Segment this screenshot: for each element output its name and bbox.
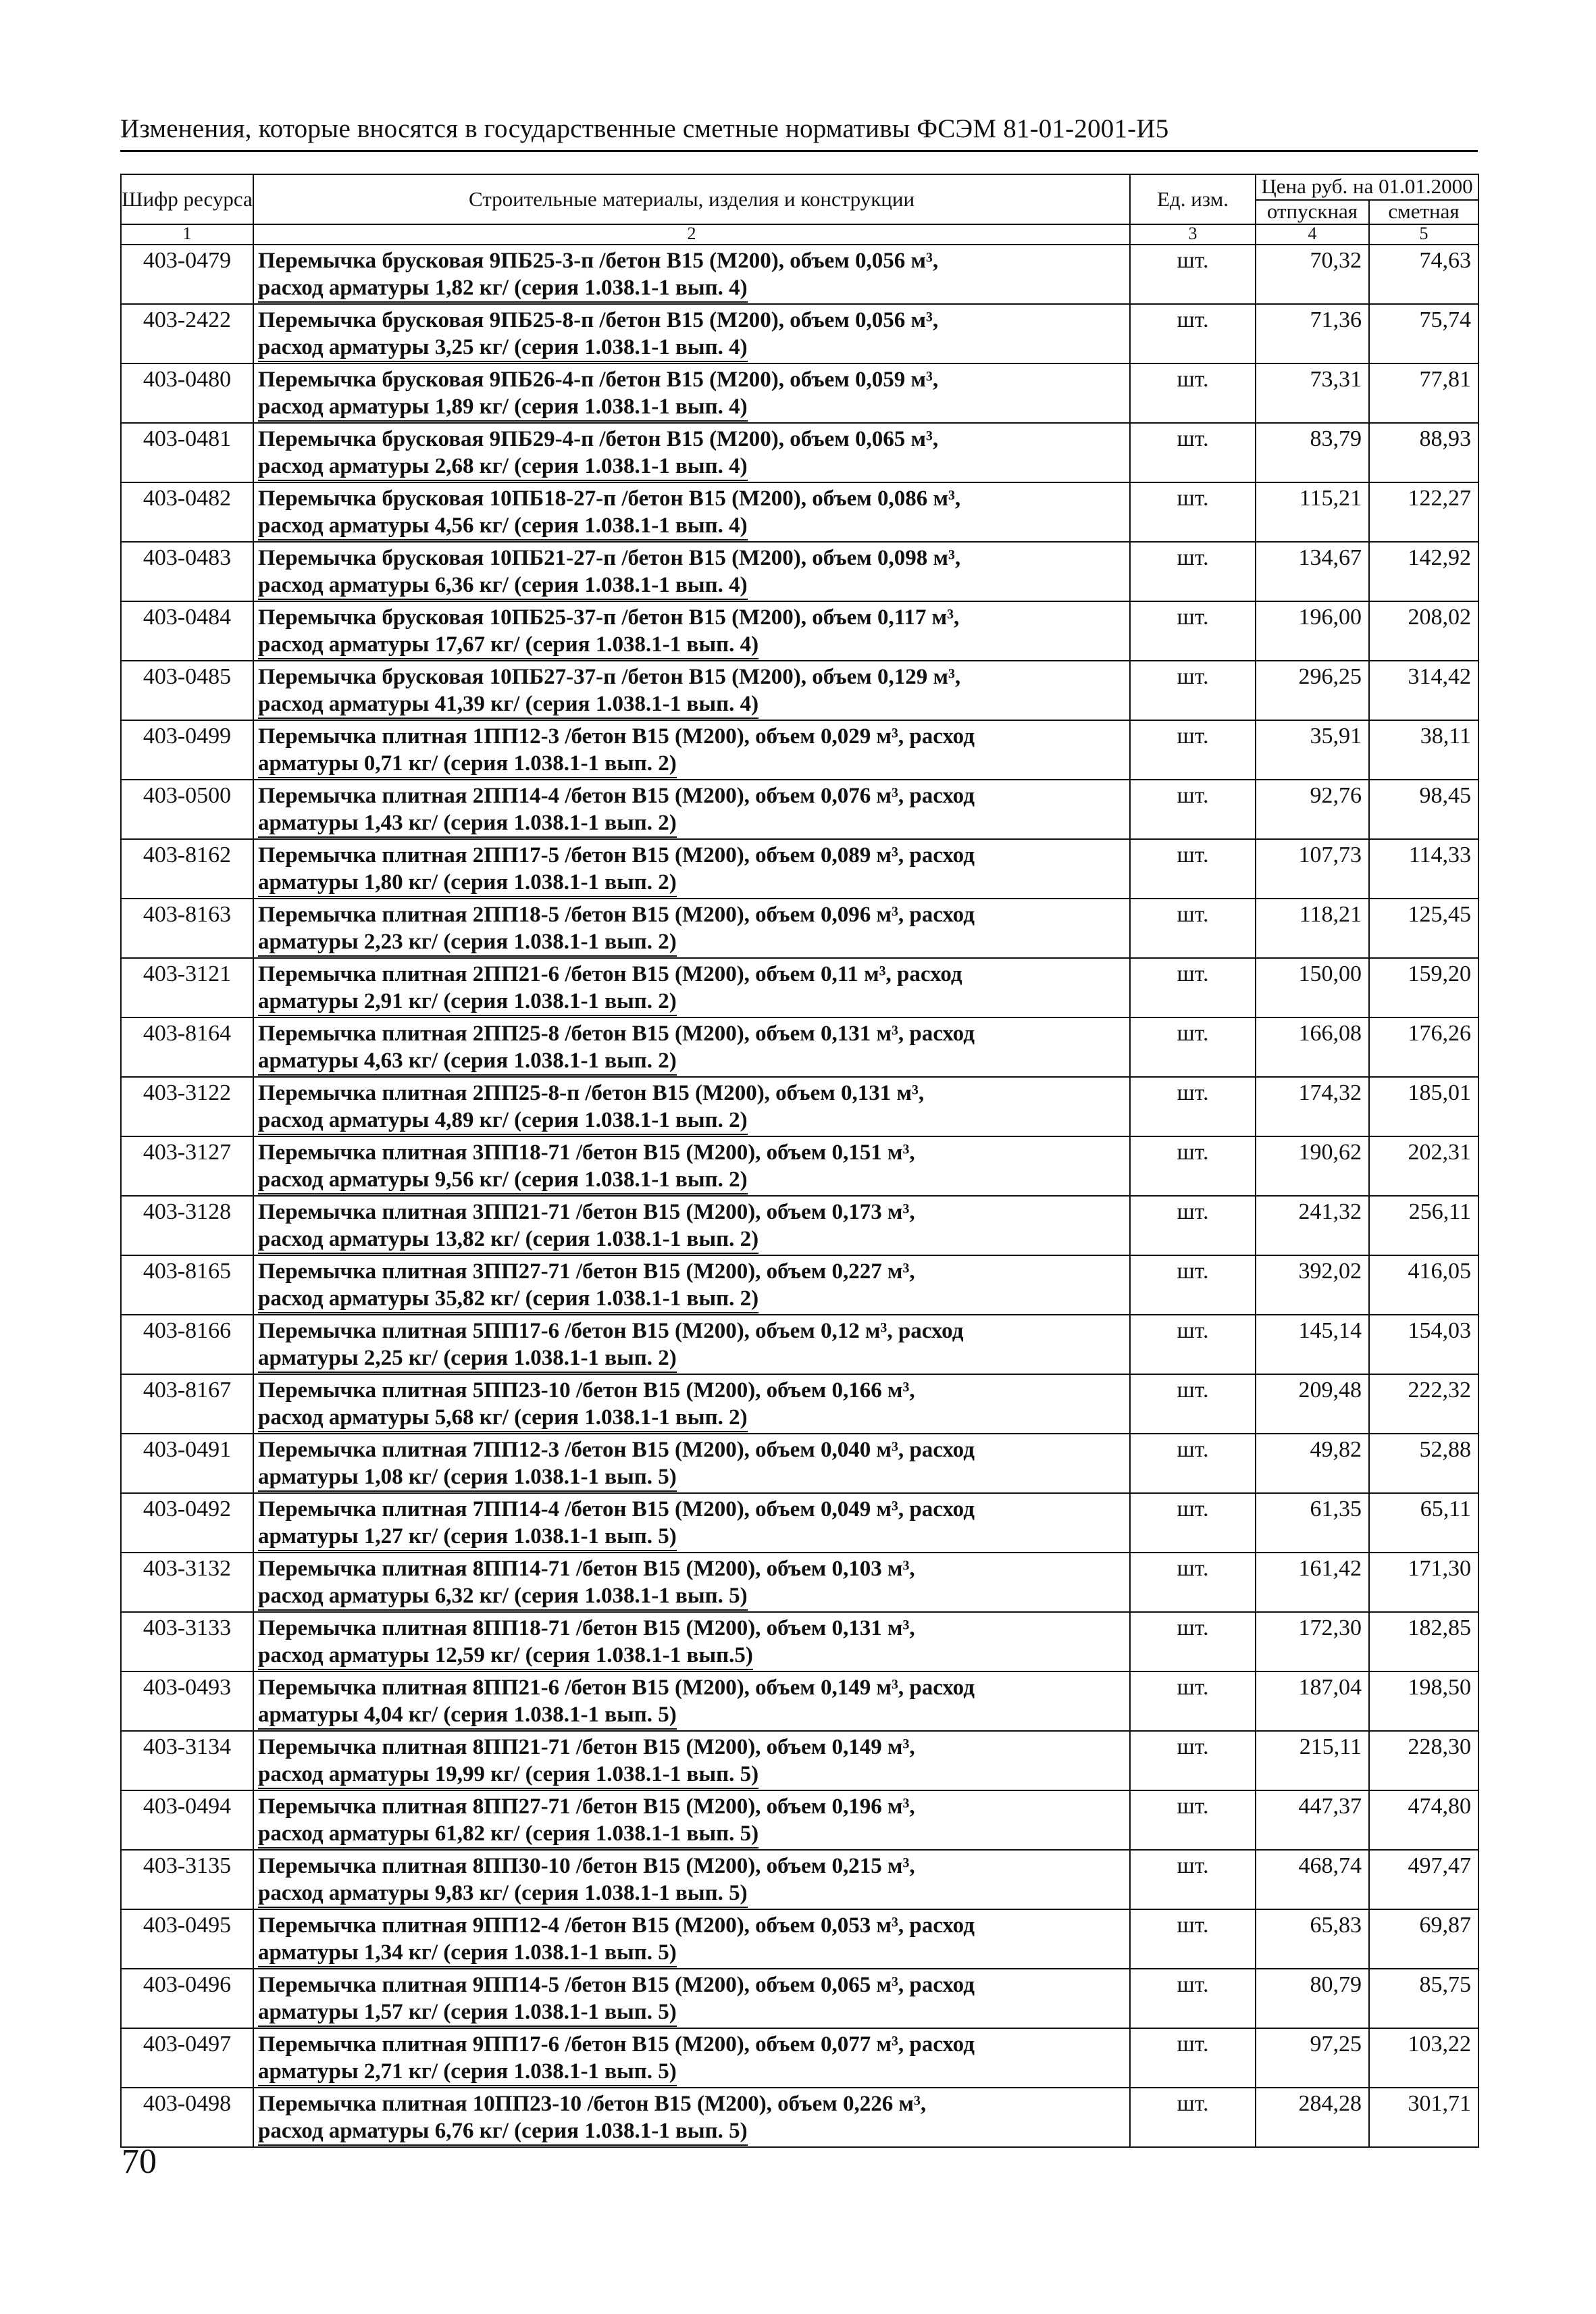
material-description	[253, 1196, 1130, 1255]
description-line-1: Перемычка плитная 2ПП21-6 /бетон В15 (М200), объем 0,11 м³, расход	[258, 962, 962, 986]
column-number: 5	[1369, 224, 1478, 245]
unit: шт.	[1130, 542, 1256, 601]
description-line-2: арматуры 1,08 кг/ (серия 1.038.1-1 вып. 5)	[258, 1463, 677, 1492]
unit: шт.	[1130, 2088, 1256, 2147]
table-row	[121, 1196, 1478, 1255]
table-row	[121, 1671, 1478, 1731]
estimate-price: 159,20	[1369, 958, 1478, 1017]
release-price: 166,08	[1256, 1017, 1369, 1077]
release-price: 80,79	[1256, 1969, 1369, 2028]
release-price: 447,37	[1256, 1790, 1369, 1850]
material-description	[253, 1790, 1130, 1850]
description-line-1: Перемычка плитная 5ПП23-10 /бетон В15 (М200), объем 0,166 м³,	[258, 1378, 915, 1403]
description-line-1: Перемычка плитная 9ПП14-5 /бетон В15 (М200), объем 0,065 м³, расход	[258, 1973, 975, 1997]
description-line-2: расход арматуры 6,76 кг/ (серия 1.038.1-1 вып. 5)	[258, 2117, 748, 2146]
description-line-2: расход арматуры 1,82 кг/ (серия 1.038.1-1 вып. 4)	[258, 274, 748, 303]
estimate-price: 497,47	[1369, 1850, 1478, 1909]
unit: шт.	[1130, 1434, 1256, 1493]
table-row	[121, 839, 1478, 899]
description-line-2: арматуры 0,71 кг/ (серия 1.038.1-1 вып. 2)	[258, 750, 677, 778]
description-line-2: арматуры 1,57 кг/ (серия 1.038.1-1 вып. 5)	[258, 1998, 677, 2027]
unit: шт.	[1130, 423, 1256, 482]
release-price: 161,42	[1256, 1553, 1369, 1612]
material-description	[253, 601, 1130, 661]
resource-code: 403-0491	[121, 1434, 253, 1493]
estimate-price: 114,33	[1369, 839, 1478, 899]
material-description	[253, 423, 1130, 482]
resource-code: 403-0495	[121, 1909, 253, 1969]
description-line-1: Перемычка брусковая 10ПБ21-27-п /бетон В15 (М200), объем 0,098 м³,	[258, 546, 961, 570]
material-description	[253, 1612, 1130, 1671]
estimate-price: 202,31	[1369, 1136, 1478, 1196]
estimate-price: 122,27	[1369, 482, 1478, 542]
description-line-1: Перемычка плитная 9ПП12-4 /бетон В15 (М200), объем 0,053 м³, расход	[258, 1913, 975, 1938]
description-line-2: арматуры 2,25 кг/ (серия 1.038.1-1 вып. 2)	[258, 1344, 677, 1373]
description-line-1: Перемычка плитная 8ПП21-6 /бетон В15 (М200), объем 0,149 м³, расход	[258, 1676, 975, 1700]
unit: шт.	[1130, 720, 1256, 780]
description-line-2: расход арматуры 6,32 кг/ (серия 1.038.1-1 вып. 5)	[258, 1582, 748, 1611]
resource-code: 403-8164	[121, 1017, 253, 1077]
release-price: 97,25	[1256, 2028, 1369, 2088]
material-description	[253, 1909, 1130, 1969]
estimate-price: 198,50	[1369, 1671, 1478, 1731]
estimate-price: 154,03	[1369, 1315, 1478, 1374]
release-price: 61,35	[1256, 1493, 1369, 1553]
description-line-1: Перемычка плитная 8ПП21-71 /бетон В15 (М200), объем 0,149 м³,	[258, 1735, 915, 1759]
material-description	[253, 245, 1130, 304]
description-line-2: арматуры 2,91 кг/ (серия 1.038.1-1 вып. 2)	[258, 988, 677, 1016]
table-row	[121, 1909, 1478, 1969]
unit: шт.	[1130, 1790, 1256, 1850]
table-row	[121, 245, 1478, 304]
table-row	[121, 482, 1478, 542]
unit: шт.	[1130, 1315, 1256, 1374]
estimate-price: 38,11	[1369, 720, 1478, 780]
unit: шт.	[1130, 1017, 1256, 1077]
description-line-1: Перемычка брусковая 10ПБ27-37-п /бетон В15 (М200), объем 0,129 м³,	[258, 665, 961, 689]
column-number: 2	[253, 224, 1130, 245]
description-line-2: арматуры 1,43 кг/ (серия 1.038.1-1 вып. 2)	[258, 809, 677, 838]
resource-code: 403-8165	[121, 1255, 253, 1315]
resource-code: 403-0481	[121, 423, 253, 482]
release-price: 196,00	[1256, 601, 1369, 661]
description-line-1: Перемычка плитная 2ПП25-8-п /бетон В15 (М200), объем 0,131 м³,	[258, 1081, 925, 1105]
release-price: 215,11	[1256, 1731, 1369, 1790]
resource-code: 403-0483	[121, 542, 253, 601]
unit: шт.	[1130, 1374, 1256, 1434]
unit: шт.	[1130, 363, 1256, 423]
release-price: 468,74	[1256, 1850, 1369, 1909]
estimate-price: 85,75	[1369, 1969, 1478, 2028]
table-row	[121, 542, 1478, 601]
description-line-1: Перемычка брусковая 9ПБ26-4-п /бетон В15 (М200), объем 0,059 м³,	[258, 368, 939, 392]
description-line-2: расход арматуры 9,83 кг/ (серия 1.038.1-1 вып. 5)	[258, 1880, 748, 1908]
table-row	[121, 661, 1478, 720]
unit: шт.	[1130, 1731, 1256, 1790]
resource-code: 403-0485	[121, 661, 253, 720]
resource-code: 403-0497	[121, 2028, 253, 2088]
resource-code: 403-0484	[121, 601, 253, 661]
release-price: 49,82	[1256, 1434, 1369, 1493]
estimate-price: 74,63	[1369, 245, 1478, 304]
unit: шт.	[1130, 601, 1256, 661]
description-line-2: арматуры 1,27 кг/ (серия 1.038.1-1 вып. 5)	[258, 1523, 677, 1551]
unit: шт.	[1130, 899, 1256, 958]
description-line-1: Перемычка плитная 7ПП14-4 /бетон В15 (М200), объем 0,049 м³, расход	[258, 1497, 975, 1521]
release-price: 83,79	[1256, 423, 1369, 482]
release-price: 70,32	[1256, 245, 1369, 304]
header-row	[121, 174, 1478, 200]
description-line-2: расход арматуры 6,36 кг/ (серия 1.038.1-1 вып. 4)	[258, 572, 748, 600]
release-price: 174,32	[1256, 1077, 1369, 1136]
estimate-price: 185,01	[1369, 1077, 1478, 1136]
table-row	[121, 1969, 1478, 2028]
description-line-1: Перемычка плитная 8ПП18-71 /бетон В15 (М200), объем 0,131 м³,	[258, 1616, 915, 1640]
table-row	[121, 1315, 1478, 1374]
description-line-2: расход арматуры 13,82 кг/ (серия 1.038.1-1 вып. 2)	[258, 1226, 758, 1254]
column-number: 1	[121, 224, 253, 245]
estimate-price: 142,92	[1369, 542, 1478, 601]
release-price: 172,30	[1256, 1612, 1369, 1671]
material-description	[253, 958, 1130, 1017]
description-line-2: арматуры 1,34 кг/ (серия 1.038.1-1 вып. 5)	[258, 1939, 677, 1967]
material-description	[253, 1671, 1130, 1731]
table-row	[121, 2028, 1478, 2088]
estimate-price: 75,74	[1369, 304, 1478, 363]
resource-code: 403-8162	[121, 839, 253, 899]
unit: шт.	[1130, 1850, 1256, 1909]
release-price: 65,83	[1256, 1909, 1369, 1969]
material-description	[253, 1850, 1130, 1909]
unit: шт.	[1130, 1136, 1256, 1196]
description-line-2: расход арматуры 4,56 кг/ (серия 1.038.1-1 вып. 4)	[258, 512, 748, 540]
description-line-1: Перемычка брусковая 10ПБ18-27-п /бетон В15 (М200), объем 0,086 м³,	[258, 486, 961, 511]
estimate-price: 171,30	[1369, 1553, 1478, 1612]
table-row	[121, 720, 1478, 780]
estimate-price: 301,71	[1369, 2088, 1478, 2147]
column-header-price: Цена руб. на 01.01.2000	[1256, 174, 1478, 200]
description-line-2: расход арматуры 17,67 кг/ (серия 1.038.1-1 вып. 4)	[258, 631, 758, 659]
description-line-1: Перемычка плитная 5ПП17-6 /бетон В15 (М200), объем 0,12 м³, расход	[258, 1319, 964, 1343]
resource-code: 403-3132	[121, 1553, 253, 1612]
estimate-price: 65,11	[1369, 1493, 1478, 1553]
estimate-price: 474,80	[1369, 1790, 1478, 1850]
description-line-1: Перемычка плитная 2ПП17-5 /бетон В15 (М200), объем 0,089 м³, расход	[258, 843, 975, 867]
unit: шт.	[1130, 1612, 1256, 1671]
description-line-2: арматуры 4,04 кг/ (серия 1.038.1-1 вып. 5)	[258, 1701, 677, 1730]
material-description	[253, 363, 1130, 423]
material-description	[253, 1255, 1130, 1315]
release-price: 73,31	[1256, 363, 1369, 423]
table-row	[121, 1553, 1478, 1612]
unit: шт.	[1130, 482, 1256, 542]
description-line-1: Перемычка брусковая 10ПБ25-37-п /бетон В15 (М200), объем 0,117 м³,	[258, 605, 960, 630]
column-number-row	[121, 224, 1478, 245]
material-description	[253, 1077, 1130, 1136]
release-price: 187,04	[1256, 1671, 1369, 1731]
description-line-2: расход арматуры 1,89 кг/ (серия 1.038.1-1 вып. 4)	[258, 393, 748, 422]
resource-code: 403-8167	[121, 1374, 253, 1434]
description-line-1: Перемычка плитная 9ПП17-6 /бетон В15 (М200), объем 0,077 м³, расход	[258, 2032, 975, 2057]
table-row	[121, 304, 1478, 363]
material-description	[253, 1731, 1130, 1790]
resource-code: 403-8163	[121, 899, 253, 958]
table-row	[121, 1136, 1478, 1196]
release-price: 118,21	[1256, 899, 1369, 958]
column-header-estimate: сметная	[1369, 200, 1478, 224]
resource-code: 403-3127	[121, 1136, 253, 1196]
description-line-1: Перемычка плитная 2ПП25-8 /бетон В15 (М200), объем 0,131 м³, расход	[258, 1022, 975, 1046]
table-row	[121, 780, 1478, 839]
description-line-1: Перемычка плитная 2ПП14-4 /бетон В15 (М200), объем 0,076 м³, расход	[258, 784, 975, 808]
unit: шт.	[1130, 1493, 1256, 1553]
material-description	[253, 2088, 1130, 2147]
release-price: 35,91	[1256, 720, 1369, 780]
resource-code: 403-3122	[121, 1077, 253, 1136]
resource-code: 403-0498	[121, 2088, 253, 2147]
page-header: Изменения, которые вносятся в государственные сметные нормативы ФСЭМ 81-01-2001-И5	[120, 114, 1169, 143]
unit: шт.	[1130, 1969, 1256, 2028]
estimate-price: 69,87	[1369, 1909, 1478, 1969]
unit: шт.	[1130, 1909, 1256, 1969]
release-price: 209,48	[1256, 1374, 1369, 1434]
description-line-1: Перемычка плитная 3ПП27-71 /бетон В15 (М200), объем 0,227 м³,	[258, 1259, 915, 1284]
table-row	[121, 601, 1478, 661]
material-description	[253, 1017, 1130, 1077]
estimate-price: 98,45	[1369, 780, 1478, 839]
material-description	[253, 780, 1130, 839]
unit: шт.	[1130, 1255, 1256, 1315]
table-row	[121, 1731, 1478, 1790]
description-line-2: арматуры 4,63 кг/ (серия 1.038.1-1 вып. 2)	[258, 1047, 677, 1076]
column-header-code: Шифр ресурса	[121, 174, 253, 224]
description-line-1: Перемычка плитная 8ПП14-71 /бетон В15 (М200), объем 0,103 м³,	[258, 1557, 915, 1581]
description-line-1: Перемычка плитная 7ПП12-3 /бетон В15 (М200), объем 0,040 м³, расход	[258, 1438, 975, 1462]
description-line-2: арматуры 1,80 кг/ (серия 1.038.1-1 вып. 2)	[258, 869, 677, 897]
estimate-price: 222,32	[1369, 1374, 1478, 1434]
resource-code: 403-3121	[121, 958, 253, 1017]
description-line-2: расход арматуры 41,39 кг/ (серия 1.038.1-1 вып. 4)	[258, 690, 758, 719]
release-price: 145,14	[1256, 1315, 1369, 1374]
resource-code: 403-3135	[121, 1850, 253, 1909]
unit: шт.	[1130, 304, 1256, 363]
release-price: 115,21	[1256, 482, 1369, 542]
table-row	[121, 1434, 1478, 1493]
unit: шт.	[1130, 1671, 1256, 1731]
material-description	[253, 1315, 1130, 1374]
header-rule	[120, 150, 1478, 152]
resource-code: 403-0496	[121, 1969, 253, 2028]
release-price: 150,00	[1256, 958, 1369, 1017]
material-description	[253, 304, 1130, 363]
resource-code: 403-0482	[121, 482, 253, 542]
unit: шт.	[1130, 1077, 1256, 1136]
release-price: 190,62	[1256, 1136, 1369, 1196]
estimate-price: 182,85	[1369, 1612, 1478, 1671]
page-number: 70	[122, 2142, 157, 2181]
description-line-1: Перемычка брусковая 9ПБ25-8-п /бетон В15 (М200), объем 0,056 м³,	[258, 308, 939, 332]
material-description	[253, 661, 1130, 720]
column-header-release: отпускная	[1256, 200, 1369, 224]
material-description	[253, 1136, 1130, 1196]
estimate-price: 88,93	[1369, 423, 1478, 482]
table-row	[121, 1850, 1478, 1909]
description-line-1: Перемычка плитная 2ПП18-5 /бетон В15 (М200), объем 0,096 м³, расход	[258, 903, 975, 927]
table-row	[121, 958, 1478, 1017]
material-description	[253, 542, 1130, 601]
material-description	[253, 720, 1130, 780]
unit: шт.	[1130, 839, 1256, 899]
estimate-price: 103,22	[1369, 2028, 1478, 2088]
release-price: 71,36	[1256, 304, 1369, 363]
table-row	[121, 899, 1478, 958]
column-number: 4	[1256, 224, 1369, 245]
estimate-price: 228,30	[1369, 1731, 1478, 1790]
resource-code: 403-0492	[121, 1493, 253, 1553]
description-line-2: расход арматуры 12,59 кг/ (серия 1.038.1-1 вып.5)	[258, 1642, 753, 1670]
unit: шт.	[1130, 1553, 1256, 1612]
column-header-name: Строительные материалы, изделия и конструкции	[253, 174, 1130, 224]
table-row	[121, 423, 1478, 482]
table-row	[121, 1374, 1478, 1434]
description-line-1: Перемычка плитная 10ПП23-10 /бетон В15 (М200), объем 0,226 м³,	[258, 2092, 927, 2116]
table-row	[121, 1017, 1478, 1077]
description-line-2: расход арматуры 9,56 кг/ (серия 1.038.1-1 вып. 2)	[258, 1166, 748, 1194]
description-line-1: Перемычка плитная 8ПП27-71 /бетон В15 (М200), объем 0,196 м³,	[258, 1794, 915, 1819]
description-line-2: арматуры 2,23 кг/ (серия 1.038.1-1 вып. 2)	[258, 928, 677, 957]
estimate-price: 176,26	[1369, 1017, 1478, 1077]
description-line-1: Перемычка плитная 1ПП12-3 /бетон В15 (М200), объем 0,029 м³, расход	[258, 724, 975, 749]
release-price: 392,02	[1256, 1255, 1369, 1315]
unit: шт.	[1130, 780, 1256, 839]
table-row	[121, 1077, 1478, 1136]
description-line-2: расход арматуры 3,25 кг/ (серия 1.038.1-1 вып. 4)	[258, 334, 748, 362]
resource-code: 403-3133	[121, 1612, 253, 1671]
description-line-2: арматуры 2,71 кг/ (серия 1.038.1-1 вып. 5)	[258, 2058, 677, 2086]
description-line-1: Перемычка брусковая 9ПБ25-3-п /бетон В15 (М200), объем 0,056 м³,	[258, 249, 939, 273]
description-line-2: расход арматуры 4,89 кг/ (серия 1.038.1-1 вып. 2)	[258, 1107, 748, 1135]
release-price: 241,32	[1256, 1196, 1369, 1255]
estimate-price: 52,88	[1369, 1434, 1478, 1493]
estimate-price: 125,45	[1369, 899, 1478, 958]
resource-code: 403-0499	[121, 720, 253, 780]
estimate-price: 314,42	[1369, 661, 1478, 720]
unit: шт.	[1130, 661, 1256, 720]
column-number: 3	[1130, 224, 1256, 245]
material-description	[253, 1493, 1130, 1553]
description-line-2: расход арматуры 5,68 кг/ (серия 1.038.1-1 вып. 2)	[258, 1404, 748, 1432]
estimate-price: 256,11	[1369, 1196, 1478, 1255]
estimate-price: 77,81	[1369, 363, 1478, 423]
unit: шт.	[1130, 245, 1256, 304]
release-price: 92,76	[1256, 780, 1369, 839]
material-description	[253, 839, 1130, 899]
description-line-1: Перемычка плитная 3ПП18-71 /бетон В15 (М200), объем 0,151 м³,	[258, 1140, 915, 1165]
description-line-2: расход арматуры 61,82 кг/ (серия 1.038.1-1 вып. 5)	[258, 1820, 758, 1848]
material-description	[253, 1374, 1130, 1434]
description-line-2: расход арматуры 2,68 кг/ (серия 1.038.1-1 вып. 4)	[258, 453, 748, 481]
release-price: 284,28	[1256, 2088, 1369, 2147]
resource-code: 403-0493	[121, 1671, 253, 1731]
release-price: 134,67	[1256, 542, 1369, 601]
description-line-2: расход арматуры 35,82 кг/ (серия 1.038.1-1 вып. 2)	[258, 1285, 758, 1313]
table-row	[121, 2088, 1478, 2147]
resource-code: 403-8166	[121, 1315, 253, 1374]
material-description	[253, 1434, 1130, 1493]
material-description	[253, 482, 1130, 542]
unit: шт.	[1130, 2028, 1256, 2088]
description-line-1: Перемычка брусковая 9ПБ29-4-п /бетон В15 (М200), объем 0,065 м³,	[258, 427, 939, 451]
table-row	[121, 1790, 1478, 1850]
description-line-2: расход арматуры 19,99 кг/ (серия 1.038.1-1 вып. 5)	[258, 1761, 758, 1789]
table-row	[121, 363, 1478, 423]
unit: шт.	[1130, 958, 1256, 1017]
estimate-price: 416,05	[1369, 1255, 1478, 1315]
price-table	[120, 174, 1479, 2148]
release-price: 296,25	[1256, 661, 1369, 720]
resource-code: 403-2422	[121, 304, 253, 363]
release-price: 107,73	[1256, 839, 1369, 899]
resource-code: 403-0480	[121, 363, 253, 423]
unit: шт.	[1130, 1196, 1256, 1255]
material-description	[253, 899, 1130, 958]
resource-code: 403-0500	[121, 780, 253, 839]
description-line-1: Перемычка плитная 8ПП30-10 /бетон В15 (М200), объем 0,215 м³,	[258, 1854, 915, 1878]
table-row	[121, 1612, 1478, 1671]
table-row	[121, 1255, 1478, 1315]
column-header-unit: Ед. изм.	[1130, 174, 1256, 224]
material-description	[253, 2028, 1130, 2088]
material-description	[253, 1553, 1130, 1612]
resource-code: 403-0494	[121, 1790, 253, 1850]
description-line-1: Перемычка плитная 3ПП21-71 /бетон В15 (М200), объем 0,173 м³,	[258, 1200, 915, 1224]
resource-code: 403-3128	[121, 1196, 253, 1255]
resource-code: 403-0479	[121, 245, 253, 304]
table-row	[121, 1493, 1478, 1553]
estimate-price: 208,02	[1369, 601, 1478, 661]
resource-code: 403-3134	[121, 1731, 253, 1790]
material-description	[253, 1969, 1130, 2028]
